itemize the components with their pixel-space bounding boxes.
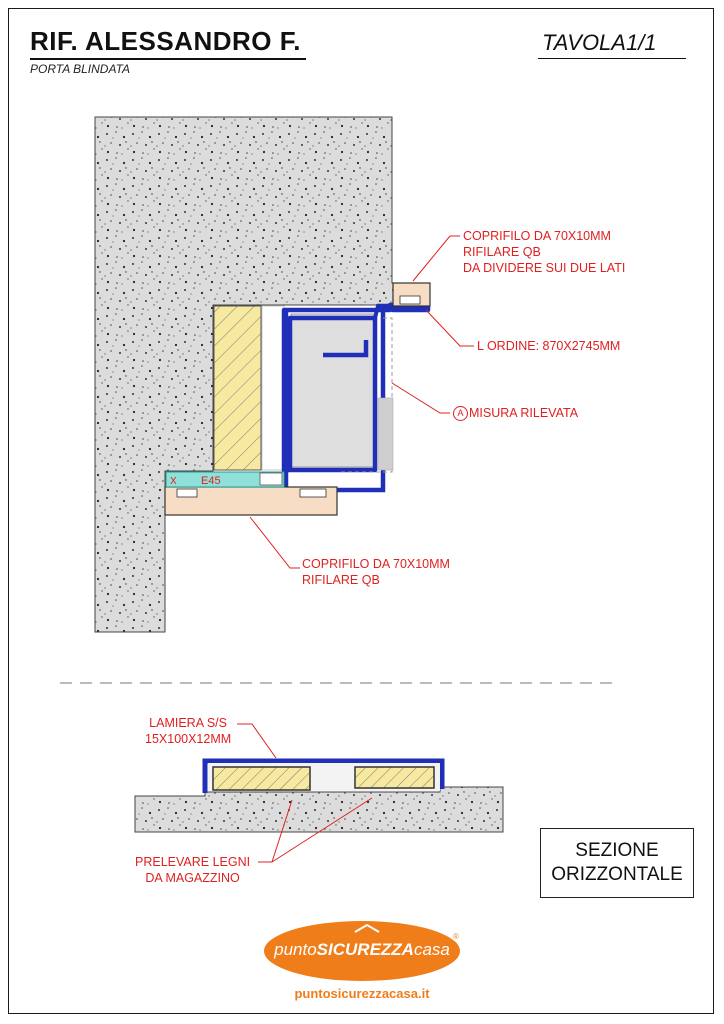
drawing-subtitle: PORTA BLINDATA <box>30 62 131 76</box>
misura-circle-marker: A <box>453 406 468 421</box>
logo-word-casa: casa <box>413 940 450 959</box>
ground-slab <box>135 787 503 832</box>
annotation-line: COPRIFILO DA 70X10MM <box>463 229 611 243</box>
gasket-label: E45 <box>201 475 221 487</box>
annotation-line: RIFILARE QB <box>302 573 380 587</box>
registered-mark: ® <box>453 932 459 941</box>
leader-misura <box>392 383 450 413</box>
annotation-line: DA MAGAZZINO <box>145 871 240 885</box>
drawing-title: RIF. ALESSANDRO F. <box>30 26 301 56</box>
annotation-line: DA DIVIDERE SUI DUE LATI <box>463 261 626 275</box>
grey-block <box>378 398 393 470</box>
annotation-coprifilo-bottom <box>302 556 450 588</box>
coprifilo-bottom-clip-left <box>177 489 197 497</box>
annotation-line: LAMIERA S/S <box>149 716 227 730</box>
wood-block-left <box>213 767 310 790</box>
annotation-coprifilo-top <box>463 228 625 276</box>
logo-word-sicurezza: SICUREZZA <box>316 940 414 959</box>
logo-text <box>263 940 461 960</box>
wood-block-right <box>355 767 434 788</box>
misura-label: MISURA RILEVATA <box>469 406 579 420</box>
annotation-l-ordine: L ORDINE: 870X2745MM <box>477 339 621 353</box>
section-label-box <box>540 828 694 898</box>
door-panel <box>291 314 375 467</box>
website-link[interactable]: puntosicurezzacasa.it <box>294 986 430 1001</box>
annotation-lamiera <box>145 715 231 747</box>
jamb-gap <box>262 306 284 470</box>
annotation-line: 15X100X12MM <box>145 732 232 746</box>
section-label-line: SEZIONE <box>575 840 659 861</box>
annotation-line: COPRIFILO DA 70X10MM <box>302 557 450 571</box>
leader-lamiera <box>237 724 276 758</box>
wood-jamb <box>214 306 261 470</box>
leader-l-ordine <box>426 310 474 346</box>
leader-coprifilo-bottom <box>250 517 300 568</box>
brand-logo[interactable] <box>263 920 461 982</box>
annotation-line: PRELEVARE LEGNI <box>135 855 251 869</box>
annotation-prelevare <box>135 854 250 886</box>
gasket-inner <box>260 473 282 485</box>
annotation-line: RIFILARE QB <box>463 245 541 259</box>
coprifilo-top-clip <box>400 296 420 304</box>
annotation-misura <box>453 405 578 421</box>
gasket-cross: X <box>170 476 177 487</box>
section-label-line: ORIZZONTALE <box>551 864 683 885</box>
logo-word-punto: punto <box>274 940 317 959</box>
coprifilo-bottom-clip-right <box>300 489 326 497</box>
sheet-number: TAVOLA1/1 <box>542 30 657 55</box>
leader-coprifilo-top <box>413 236 460 281</box>
